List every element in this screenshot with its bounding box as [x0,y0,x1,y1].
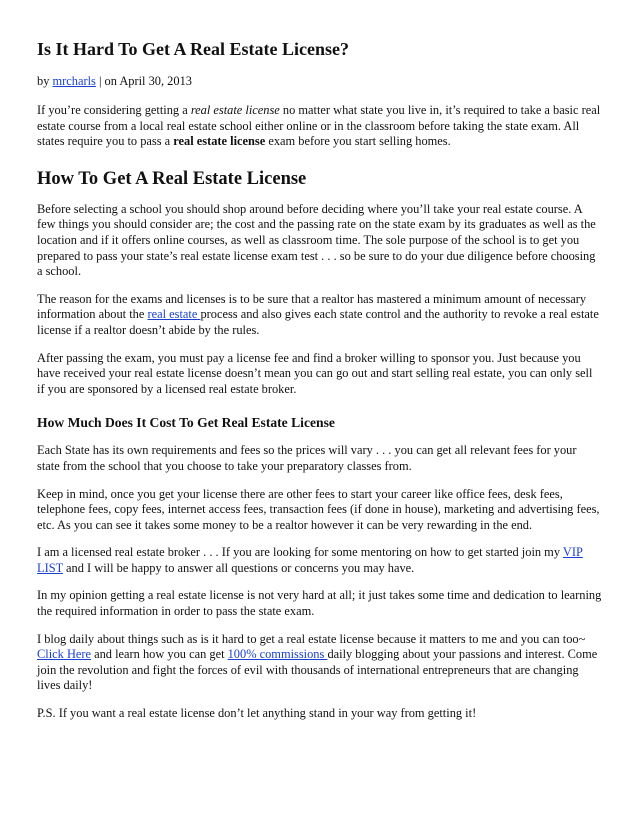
paragraph-reason [37,292,602,339]
intro-text-2: no matter what state you live in, it’s required to take a basic real estate course from a local real estate school either online or in the classroom before taking the state exam. All states require you to pass a [37,103,601,149]
click-here-link[interactable]: Click Here [37,647,92,662]
broker-text-1: I am a licensed real estate broker . . . If you are looking for some mentoring on how to get started join my [37,545,563,560]
blog-text-1: I blog daily about things such as is it hard to get a real estate license because it matters to me and you can too~ [37,631,586,646]
article-title: Is It Hard To Get A Real Estate License? [37,39,350,59]
paragraph-school: Before selecting a school you should shop around before deciding where you’ll take your real estate course. A few things you should consider are; the cost and the passing rate on the state exam by its graduates as well as the location and if it offers online courses, as well as classroom time. The sole purpose of the school is to get you prepared to pass your state’s real estate license exam test . . . so be sure to do your due diligence before choosing a school. [37,201,596,279]
paragraph-after-exam: After passing the exam, you must pay a license fee and find a broker willing to sponsor you. Just because you have received your real estate license doesn’t mean you can go out and start selling real estate, you can only sell if you are sponsored by a licensed real estate broker. [37,350,593,396]
paragraph-opinion: In my opinion getting a real estate license is not very hard at all; it just takes some time and dedication to learning the required information in order to pass the state exam. [37,588,602,619]
broker-text-2: and I will be happy to answer all questions or concerns you may have. [62,560,415,575]
author-link[interactable]: mrcharls [52,74,96,88]
heading-how-to-get: How To Get A Real Estate License [37,168,307,189]
paragraph-broker [37,545,602,576]
vip-list-link[interactable]: VIP LIST [37,545,583,575]
blog-text-3: daily blogging about your passions and interest. Come join the revolution and fight the forces of evil with thousands of international entrepreneurs that are changing lives daily! [37,647,598,693]
intro-text-3: exam before you start selling homes. [265,134,451,149]
reason-text-2: process and also gives each state control and the authority to revoke a real estate license if a realtor doesn’t abide by the rules. [37,307,599,337]
paragraph-blog [37,632,602,694]
intro-text-1: If you’re considering getting a [37,103,191,117]
commissions-link[interactable]: 100% commissions [227,647,328,662]
intro-paragraph [37,103,602,150]
real-estate-link[interactable]: real estate [147,307,201,322]
byline-prefix: by [37,74,53,88]
byline-date: | on April 30, 2013 [95,74,192,88]
paragraph-ps: P.S. If you want a real estate license don’t let anything stand in your way from getting it! [37,706,477,721]
intro-strong: real estate license [173,134,266,149]
heading-cost: How Much Does It Cost To Get Real Estate License [37,415,335,431]
intro-emphasis: real estate license [190,103,280,117]
blog-text-2: and learn how you can get [91,647,228,662]
reason-text-1: The reason for the exams and licenses is to be sure that a realtor has mastered a minimum amount of necessary information about the [37,291,587,322]
paragraph-fees: Each State has its own requirements and fees so the prices will vary . . . you can get all relevant fees for your state from the school that you choose to take your preparatory classes from. [37,443,577,473]
byline [37,74,602,89]
paragraph-other-fees: Keep in mind, once you get your license there are other fees to start your career like office fees, desk fees, telephone fees, copy fees, internet access fees, transaction fees (if done in house), marketing and advertising fees, etc. As you can see it takes some money to be a realtor however it can be very rewarding in the end. [37,486,600,532]
